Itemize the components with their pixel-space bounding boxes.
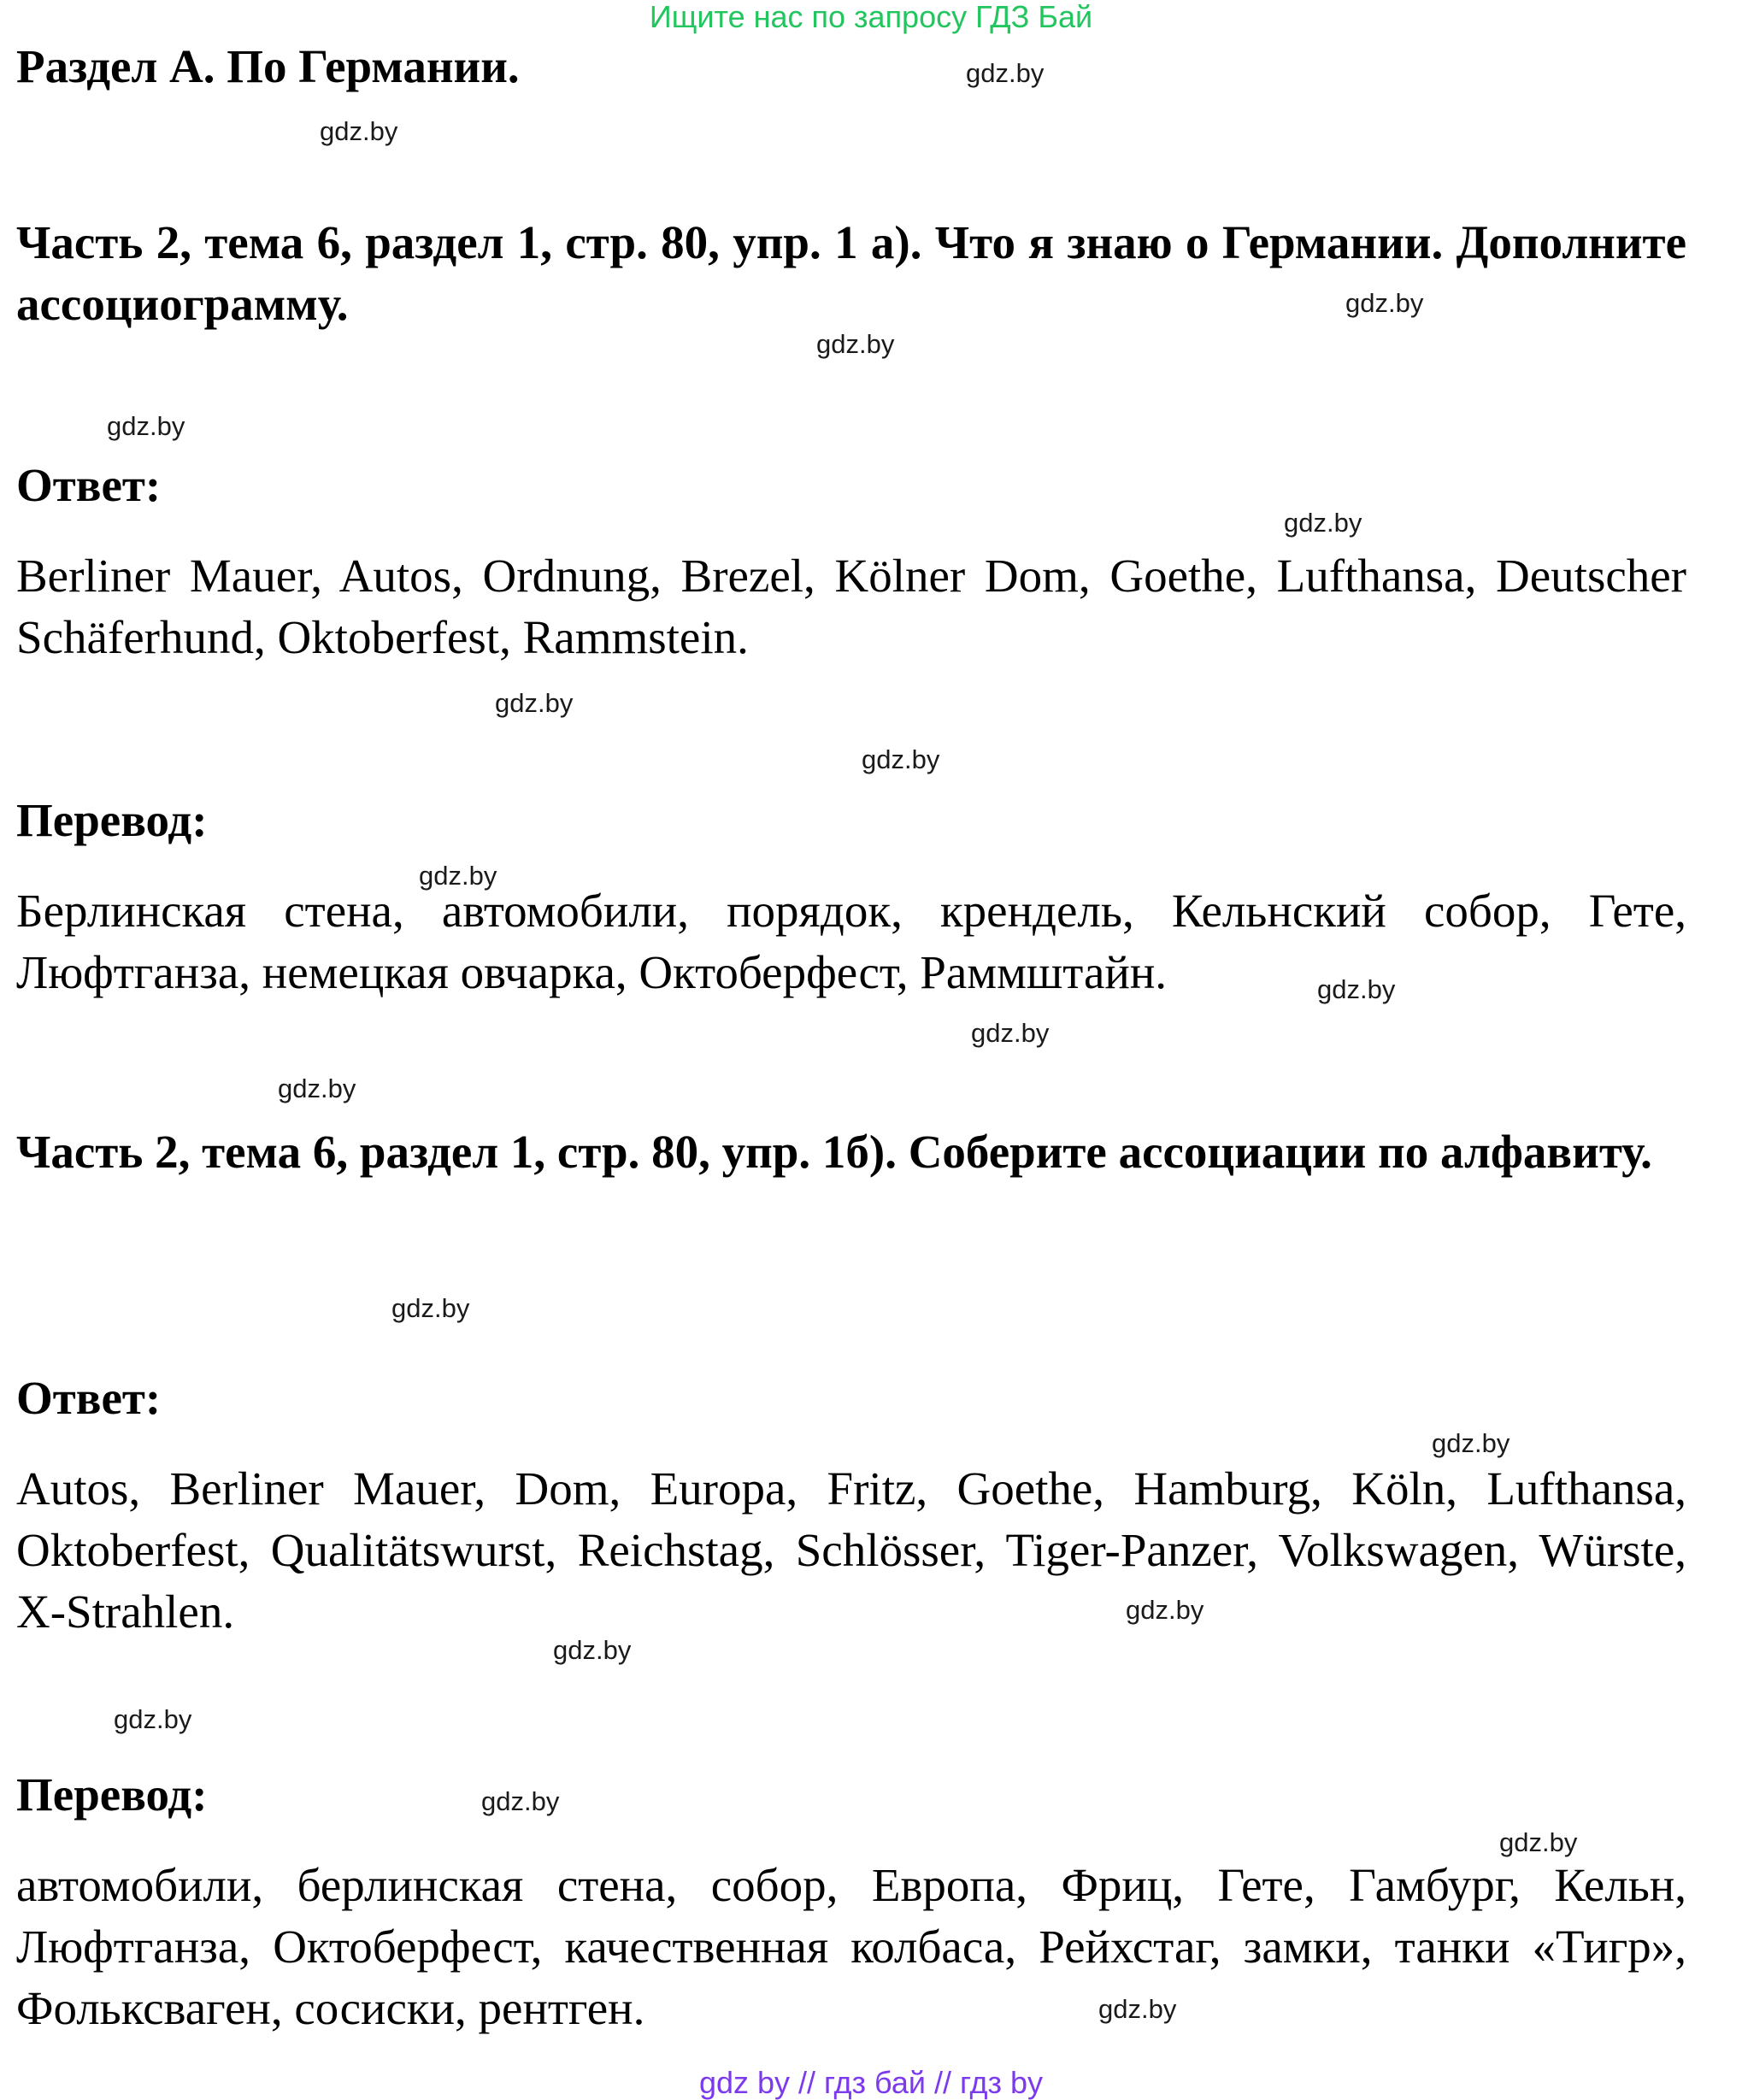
section-title: Раздел А. По Германии. bbox=[16, 40, 520, 92]
watermark: gdz.by bbox=[862, 744, 940, 774]
watermark: gdz.by bbox=[553, 1635, 632, 1665]
exercise1-translation-label: Перевод: bbox=[16, 794, 208, 846]
footer-links[interactable]: gdz by // гдз бай // гдз by bbox=[698, 2065, 1044, 2100]
watermark: gdz.by bbox=[278, 1074, 356, 1103]
watermark: gdz.by bbox=[419, 861, 497, 891]
watermark: gdz.by bbox=[1432, 1428, 1510, 1458]
watermark: gdz.by bbox=[971, 1018, 1050, 1048]
watermark: gdz.by bbox=[481, 1786, 560, 1816]
exercise2-answer-text: Autos, Berliner Mauer, Dom, Europa, Fritz, Goethe, Hamburg, Köln, Lufthansa, Oktoberfest, Qualitätswurst, Reichstag, Schlösser, Tiger-Panzer, Volkswagen, Würste, X-Strahlen. bbox=[16, 1462, 1686, 1638]
exercise1-answer-label: Ответ: bbox=[16, 459, 162, 511]
exercise2-translation-text: автомобили, берлинская стена, собор, Европа, Фриц, Гете, Гамбург, Кельн, Люфтганза, Октоберфест, качественная колбаса, Рейхстаг, замки, танки «Тигр», Фольксваген, сосиски, рентген. bbox=[16, 1859, 1686, 2034]
watermark: gdz.by bbox=[1284, 508, 1362, 538]
watermark: gdz.by bbox=[320, 116, 398, 146]
exercise1-translation-text: Берлинская стена, автомобили, порядок, крендель, Кельнский собор, Гете, Люфтганза, немецкая овчарка, Октоберфест, Раммштайн. bbox=[16, 885, 1686, 998]
watermark: gdz.by bbox=[1317, 974, 1396, 1004]
search-banner[interactable]: Ищите нас по запросу ГДЗ Бай bbox=[649, 0, 1093, 34]
watermark: gdz.by bbox=[1499, 1827, 1578, 1857]
watermark: gdz.by bbox=[966, 58, 1045, 88]
exercise2-heading: Часть 2, тема 6, раздел 1, стр. 80, упр. 1б). Соберите ассоциации по алфавиту. bbox=[16, 1126, 1652, 1178]
watermark: gdz.by bbox=[816, 329, 895, 359]
exercise1-heading: Часть 2, тема 6, раздел 1, стр. 80, упр. 1 а). Что я знаю о Германии. Дополните ассоциограмму. bbox=[16, 216, 1686, 330]
watermark: gdz.by bbox=[1345, 288, 1424, 318]
exercise2-answer-label: Ответ: bbox=[16, 1372, 162, 1424]
watermark: gdz.by bbox=[114, 1704, 192, 1734]
watermark: gdz.by bbox=[1126, 1595, 1204, 1625]
watermark: gdz.by bbox=[1098, 1994, 1177, 2024]
watermark: gdz.by bbox=[391, 1293, 470, 1323]
exercise2-translation-label: Перевод: bbox=[16, 1768, 208, 1821]
watermark: gdz.by bbox=[495, 688, 574, 718]
watermark: gdz.by bbox=[107, 411, 185, 441]
exercise1-answer-text: Berliner Mauer, Autos, Ordnung, Brezel, Kölner Dom, Goethe, Lufthansa, Deutscher Schäferhund, Oktoberfest, Rammstein. bbox=[16, 550, 1686, 663]
